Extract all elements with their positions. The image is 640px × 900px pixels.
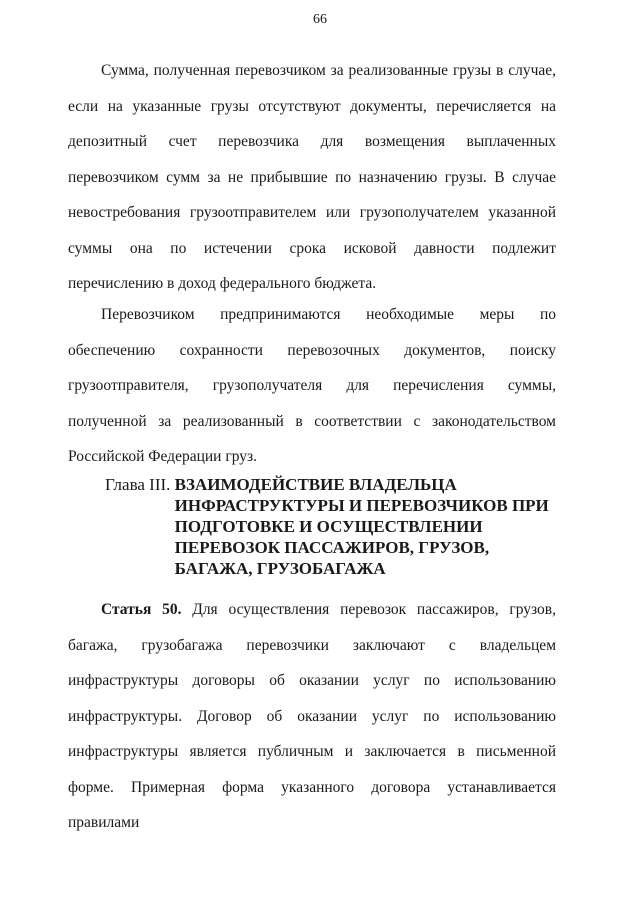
page-number: 66 (313, 12, 327, 27)
paragraph-proceeds-transfer: Сумма, полученная перевозчиком за реализованные грузы в случае, если на указанные грузы отсутствуют документы, перечисляется на депозитный счет перевозчика для возмещения выплаченных перевозчиком сумм за не прибывшие по назначению грузы. В случае невостребования грузоотправителем или грузополучателем указанной суммы она по истечении срока исковой давности подлежит перечислению в доход федерального бюджета. (68, 62, 556, 292)
paragraph-document-preservation: Перевозчиком предпринимаются необходимые меры по обеспечению сохранности перевозочных документов, поиску грузоотправителя, грузополучателя для перечисления суммы, полученной за реализованный в соответствии с законодательством Российской Федерации груз. (68, 306, 556, 465)
chapter-heading (105, 474, 585, 579)
article-label: Статья 50. (101, 601, 182, 618)
chapter-title: ВЗАИМОДЕЙСТВИЕ ВЛАДЕЛЬЦА ИНФРАСТРУКТУРЫ И ПЕРЕВОЗЧИКОВ ПРИ ПОДГОТОВКЕ И ОСУЩЕСТВЛЕНИИ ПЕРЕВОЗОК ПАССАЖИРОВ, ГРУЗОВ, БАГАЖА, ГРУЗОБАГАЖА (174, 475, 549, 578)
article-50-paragraph (68, 592, 556, 841)
chapter-label: Глава III. (105, 475, 175, 494)
article-text: Для осуществления перевозок пассажиров, грузов, багажа, грузобагажа перевозчики заключают с владельцем инфраструктуры договоры об оказании услуг по использованию инфраструктуры. Договор об оказании услуг по использованию инфраструктуры является публичным и заключается в письменной форме. Примерная форма указанного договора устанавливается правилами (68, 601, 556, 831)
